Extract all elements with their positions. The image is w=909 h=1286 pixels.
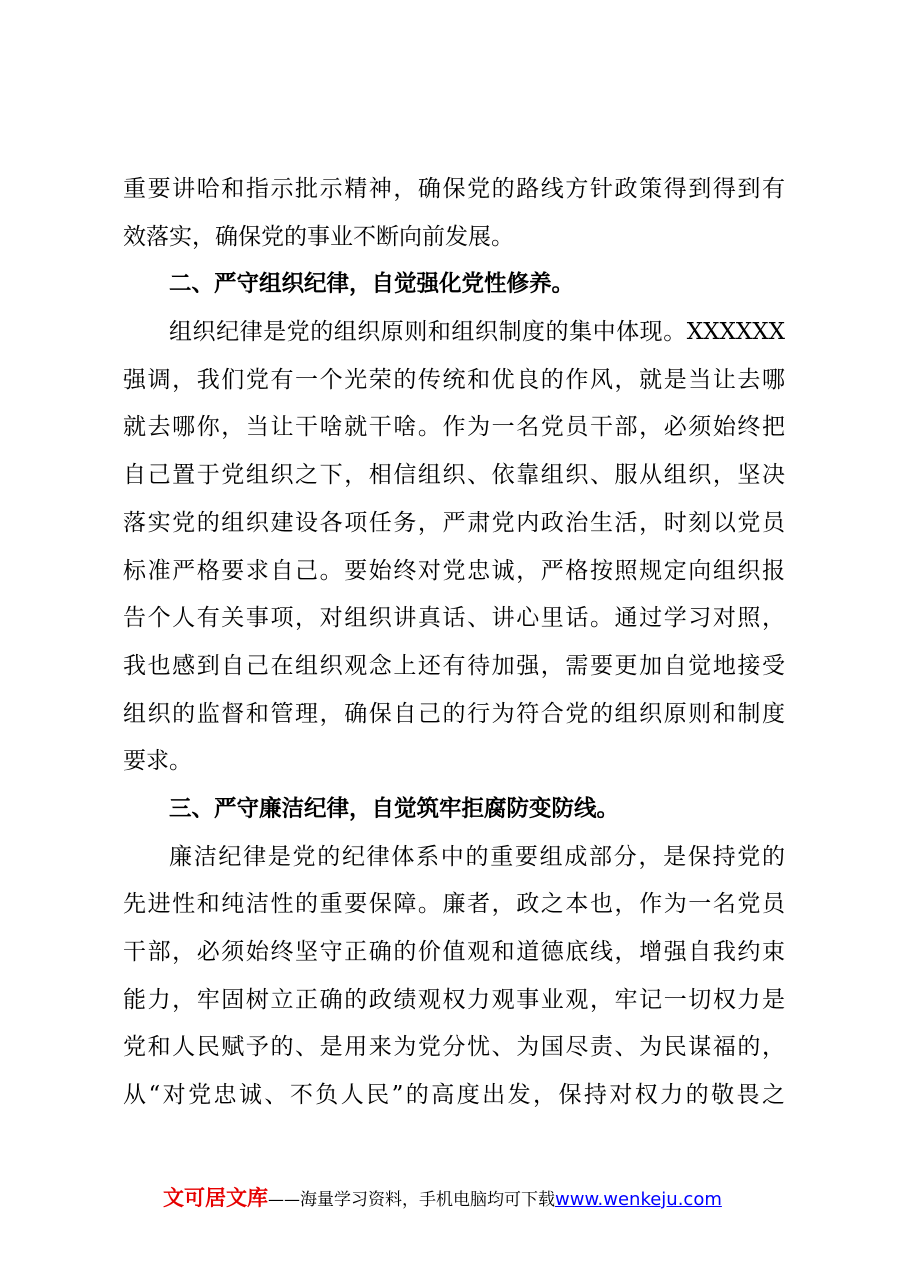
footer-slogan: 海量学习资料，手机电脑均可下载: [300, 1190, 555, 1210]
text-line: 落实党的组织建设各项任务，严肃党内政治生活，时刻以党员: [123, 509, 785, 536]
section-heading-2: 二、严守组织纪律，自觉强化党性修养。: [169, 271, 575, 298]
text-line: 就去哪你，当让干啥就干啥。作为一名党员干部，必须始终把: [123, 414, 785, 441]
footer-url-link[interactable]: www.wenkeju.com: [555, 1189, 722, 1210]
footer-brand: 文可居文库: [163, 1186, 268, 1210]
document-body: [123, 166, 785, 1120]
text-line: 效落实，确保党的事业不断向前发展。: [123, 223, 514, 250]
text-line: 告个人有关事项，对组织讲真话、讲心里话。通过学习对照，: [123, 605, 785, 632]
paragraph-first-line: 组织纪律是党的组织原则和组织制度的集中体现。XXXXXX: [169, 319, 785, 346]
text-line: 先进性和纯洁性的重要保障。廉者，政之本也，作为一名党员: [123, 891, 785, 918]
footer-dash: ——: [268, 1190, 300, 1209]
text-line: 要求。: [123, 748, 192, 775]
text-line: 组织的监督和管理，确保自己的行为符合党的组织原则和制度: [123, 700, 785, 727]
section-heading-3: 三、严守廉洁纪律，自觉筑牢拒腐防变防线。: [169, 795, 620, 822]
text-line: 干部，必须始终坚守正确的价值观和道德底线，增强自我约束: [123, 939, 785, 965]
text-line: 强调，我们党有一个光荣的传统和优良的作风，就是当让去哪: [123, 366, 785, 393]
text-line: 标准严格要求自己。要始终对党忠诚，严格按照规定向组织报: [123, 557, 785, 584]
text-line: 能力，牢固树立正确的政绩观权力观事业观，牢记一切权力是: [123, 986, 785, 1013]
text-line: 党和人民赋予的、是用来为党分忧、为国尽责、为民谋福的，: [123, 1034, 785, 1061]
text-line: 我也感到自己在组织观念上还有待加强，需要更加自觉地接受: [123, 652, 785, 679]
text-line: 自己置于党组织之下，相信组织、依靠组织、服从组织，坚决: [123, 462, 785, 489]
paragraph-first-line: 廉洁纪律是党的纪律体系中的重要组成部分，是保持党的: [169, 843, 785, 870]
text-line: 重要讲哈和指示批示精神，确保党的路线方针政策得到得到有: [123, 176, 785, 202]
page-footer: [163, 1183, 722, 1213]
text-line: 从“对党忠诚、不负人民”的高度出发，保持对权力的敬畏之: [123, 1082, 785, 1109]
